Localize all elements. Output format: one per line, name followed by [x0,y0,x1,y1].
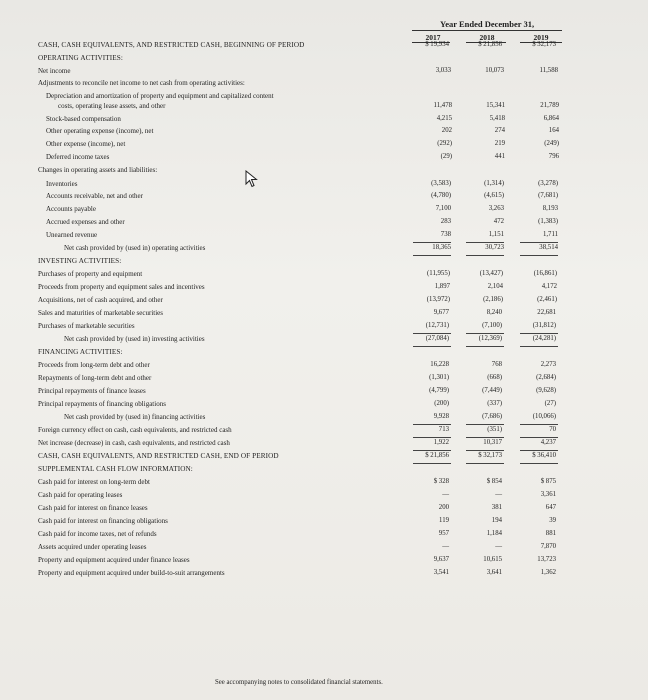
subtotal-rule [466,242,504,243]
value-cell-2018: 2,104 [487,283,503,290]
value-cell-2017: — [442,491,449,498]
value-cell-2018: (2,186) [483,296,503,303]
row-label: Net cash provided by (used in) operating activities [64,244,206,252]
value-cell-2019: 1,362 [540,569,556,576]
value-cell-2019: (27) [544,400,556,407]
row-label: Cash paid for operating leases [38,491,123,499]
value-cell-2017: 3,033 [435,67,451,74]
row-label: Changes in operating assets and liabilities: [38,166,158,174]
statement-period-header: Year Ended December 31, [440,19,535,29]
value-cell-2018: — [495,543,502,550]
row-label: CASH, CASH EQUIVALENTS, AND RESTRICTED CASH, BEGINNING OF PERIOD [38,41,305,49]
value-cell-2018: 472 [493,218,504,225]
value-cell-2017: 119 [439,517,449,524]
value-cell-2018: 219 [494,140,505,147]
row-label: Foreign currency effect on cash, cash equivalents, and restricted cash [38,426,232,434]
value-cell-2017: (3,583) [431,180,451,187]
value-cell-2017: (4,799) [429,387,449,394]
row-label: Deferred income taxes [46,153,110,161]
row-label: Net income [38,67,71,75]
row-label: Stock-based compensation [46,115,121,123]
value-cell-2017: $ 328 [433,478,449,485]
value-cell-2017: (29) [440,153,452,160]
value-cell-2017: 18,365 [432,244,451,251]
value-cell-2018: (7,100) [482,322,502,329]
value-cell-2018: (7,449) [482,387,502,394]
value-cell-2017: 1,897 [434,283,450,290]
subtotal-rule [466,333,504,334]
value-cell-2017: (27,084) [425,335,449,342]
year-2017: 2017 [425,33,441,42]
subtotal-rule [520,424,558,425]
subtotal-rule [466,346,504,347]
value-cell-2019: (10,066) [532,413,556,420]
value-cell-2017: 200 [438,504,449,511]
value-cell-2018: 15,341 [486,102,505,109]
value-cell-2018: 381 [491,504,502,511]
value-cell-2017: 9,928 [433,413,449,420]
row-label: Cash paid for interest on long-term debt [38,478,150,486]
row-label: Other operating expense (income), net [46,127,154,135]
subtotal-rule [466,437,504,438]
value-cell-2019: 164 [548,127,559,134]
value-cell-2017: 202 [441,127,452,134]
row-label: Repayments of long-term debt and other [38,374,152,382]
row-label: Accrued expenses and other [46,218,125,226]
row-label: Assets acquired under operating leases [38,543,147,551]
value-cell-2017: 9,677 [433,309,449,316]
subtotal-rule [413,242,451,243]
value-cell-2018: 194 [491,517,502,524]
row-label: Net increase (decrease) in cash, cash equivalents, and restricted cash [38,439,230,447]
value-cell-2019: 7,870 [540,543,556,550]
subtotal-rule [413,463,451,464]
row-label: Purchases of marketable securities [38,322,135,330]
value-cell-2017: 283 [440,218,451,225]
value-cell-2019: (31,812) [532,322,556,329]
value-cell-2019: 647 [545,504,556,511]
row-label: CASH, CASH EQUIVALENTS, AND RESTRICTED CASH, END OF PERIOD [38,452,279,460]
value-cell-2018: (351) [487,426,502,433]
row-label: Purchases of property and equipment [38,270,143,278]
subtotal-rule [520,450,558,451]
row-label: Cash paid for interest on finance leases [38,504,148,512]
value-cell-2017: $ 21,856 [425,452,449,459]
value-cell-2017: (200) [434,400,449,407]
value-cell-2018: 8,240 [486,309,502,316]
value-cell-2019: 39 [549,517,556,524]
row-label: Net cash provided by (used in) financing activities [64,413,206,421]
value-cell-2018: 10,073 [485,67,504,74]
value-cell-2018: 274 [494,127,505,134]
value-cell-2019: $ 36,410 [532,452,556,459]
subtotal-rule [520,242,558,243]
value-cell-2017: 4,215 [436,115,452,122]
subtotal-rule [413,424,451,425]
value-cell-2019: 11,588 [539,67,558,74]
value-cell-2018: $ 32,173 [478,452,502,459]
value-cell-2019: (9,628) [536,387,556,394]
row-label: Property and equipment acquired under build-to-suit arrangements [38,569,225,577]
value-cell-2018: $ 854 [486,478,502,485]
value-cell-2017: 713 [438,426,449,433]
subtotal-rule [413,450,451,451]
value-cell-2019: 6,864 [543,115,559,122]
year-2018: 2018 [479,33,495,42]
value-cell-2018: 10,317 [483,439,502,446]
value-cell-2018: (1,314) [484,180,504,187]
value-cell-2019: $ 875 [540,478,556,485]
row-label: Unearned revenue [46,231,98,239]
subtotal-rule [413,346,451,347]
row-label: INVESTING ACTIVITIES: [38,257,122,265]
value-cell-2018: (337) [487,400,502,407]
row-label: Cash paid for income taxes, net of refunds [38,530,157,538]
subtotal-rule [520,437,558,438]
value-cell-2017: 7,100 [435,205,451,212]
value-cell-2019: 38,514 [539,244,558,251]
value-cell-2017: 11,478 [433,102,452,109]
value-cell-2019: 1,711 [542,231,558,238]
value-cell-2017: 3,541 [433,569,449,576]
row-label: SUPPLEMENTAL CASH FLOW INFORMATION: [38,465,193,473]
value-cell-2017: $ 19,934 [425,41,449,48]
value-cell-2019: 2,273 [540,361,556,368]
value-cell-2017: 16,228 [430,361,449,368]
value-cell-2017: (292) [437,140,452,147]
subtotal-rule [520,463,558,464]
subtotal-rule [466,255,504,256]
row-label: Other expense (income), net [46,140,126,148]
value-cell-2019: 13,723 [537,556,556,563]
value-cell-2018: 10,615 [483,556,502,563]
value-cell-2019: 8,193 [542,205,558,212]
value-cell-2019: (7,681) [538,192,558,199]
value-cell-2019: (249) [544,140,559,147]
value-cell-2017: (12,731) [425,322,449,329]
value-cell-2019: (2,684) [536,374,556,381]
value-cell-2017: 1,922 [433,439,449,446]
row-label: Accounts payable [46,205,96,213]
value-cell-2018: 1,184 [486,530,502,537]
subtotal-rule [520,346,558,347]
subtotal-rule [520,333,558,334]
row-label: Principal repayments of finance leases [38,387,146,395]
row-label: Accounts receivable, net and other [46,192,143,200]
value-cell-2019: 21,789 [540,102,559,109]
value-cell-2017: 738 [440,231,451,238]
value-cell-2017: — [442,543,449,550]
row-label: Depreciation and amortization of property and equipment and capitalized content [46,92,274,100]
subtotal-rule [466,424,504,425]
subtotal-rule [520,255,558,256]
value-cell-2018: 1,151 [488,231,504,238]
value-cell-2018: (668) [487,374,502,381]
value-cell-2019: 881 [545,530,556,537]
value-cell-2019: 796 [548,153,559,160]
value-cell-2017: 957 [438,530,449,537]
row-label: OPERATING ACTIVITIES: [38,54,123,62]
value-cell-2017: (11,955) [427,270,450,277]
year-2019: 2019 [533,33,549,42]
value-cell-2018: 441 [494,153,505,160]
row-label: Proceeds from long-term debt and other [38,361,150,369]
subtotal-rule [466,463,504,464]
value-cell-2019: (24,281) [532,335,556,342]
value-cell-2018: — [495,491,502,498]
row-label: FINANCING ACTIVITIES: [38,348,123,356]
value-cell-2019: $ 32,173 [532,41,556,48]
subtotal-rule [413,437,451,438]
value-cell-2018: 30,723 [485,244,504,251]
row-label: Proceeds from property and equipment sales and incentives [38,283,205,291]
value-cell-2019: (16,861) [533,270,557,277]
value-cell-2018: (12,369) [478,335,502,342]
row-label: costs, operating lease assets, and other [58,102,166,110]
row-label: Acquisitions, net of cash acquired, and other [38,296,163,304]
subtotal-rule [413,333,451,334]
row-label: Property and equipment acquired under finance leases [38,556,190,564]
mouse-cursor-icon [245,170,259,188]
header-rule [412,30,562,31]
value-cell-2017: (4,780) [431,192,451,199]
value-cell-2019: 4,237 [540,439,556,446]
row-label: Sales and maturities of marketable securities [38,309,163,317]
value-cell-2018: 5,418 [489,115,505,122]
value-cell-2019: 22,681 [537,309,556,316]
value-cell-2019: (1,383) [538,218,558,225]
value-cell-2018: 768 [491,361,502,368]
value-cell-2018: (13,427) [479,270,503,277]
row-label: Net cash provided by (used in) investing activities [64,335,205,343]
value-cell-2018: (4,615) [484,192,504,199]
value-cell-2018: 3,641 [486,569,502,576]
subtotal-rule [466,450,504,451]
subtotal-rule [413,255,451,256]
statement-footnote: See accompanying notes to consolidated financial statements. [215,679,383,686]
row-label: Cash paid for interest on financing obligations [38,517,168,525]
value-cell-2018: $ 21,856 [478,41,502,48]
value-cell-2019: (3,278) [538,180,558,187]
value-cell-2017: (1,301) [429,374,449,381]
value-cell-2018: (7,686) [482,413,502,420]
value-cell-2019: 3,361 [540,491,556,498]
value-cell-2018: 3,263 [488,205,504,212]
value-cell-2019: 4,172 [541,283,557,290]
value-cell-2017: 9,637 [433,556,449,563]
value-cell-2017: (13,972) [426,296,450,303]
value-cell-2019: (2,461) [537,296,557,303]
row-label: Inventories [46,180,78,188]
value-cell-2019: 70 [549,426,556,433]
row-label: Principal repayments of financing obligations [38,400,166,408]
row-label: Adjustments to reconcile net income to net cash from operating activities: [38,79,245,87]
